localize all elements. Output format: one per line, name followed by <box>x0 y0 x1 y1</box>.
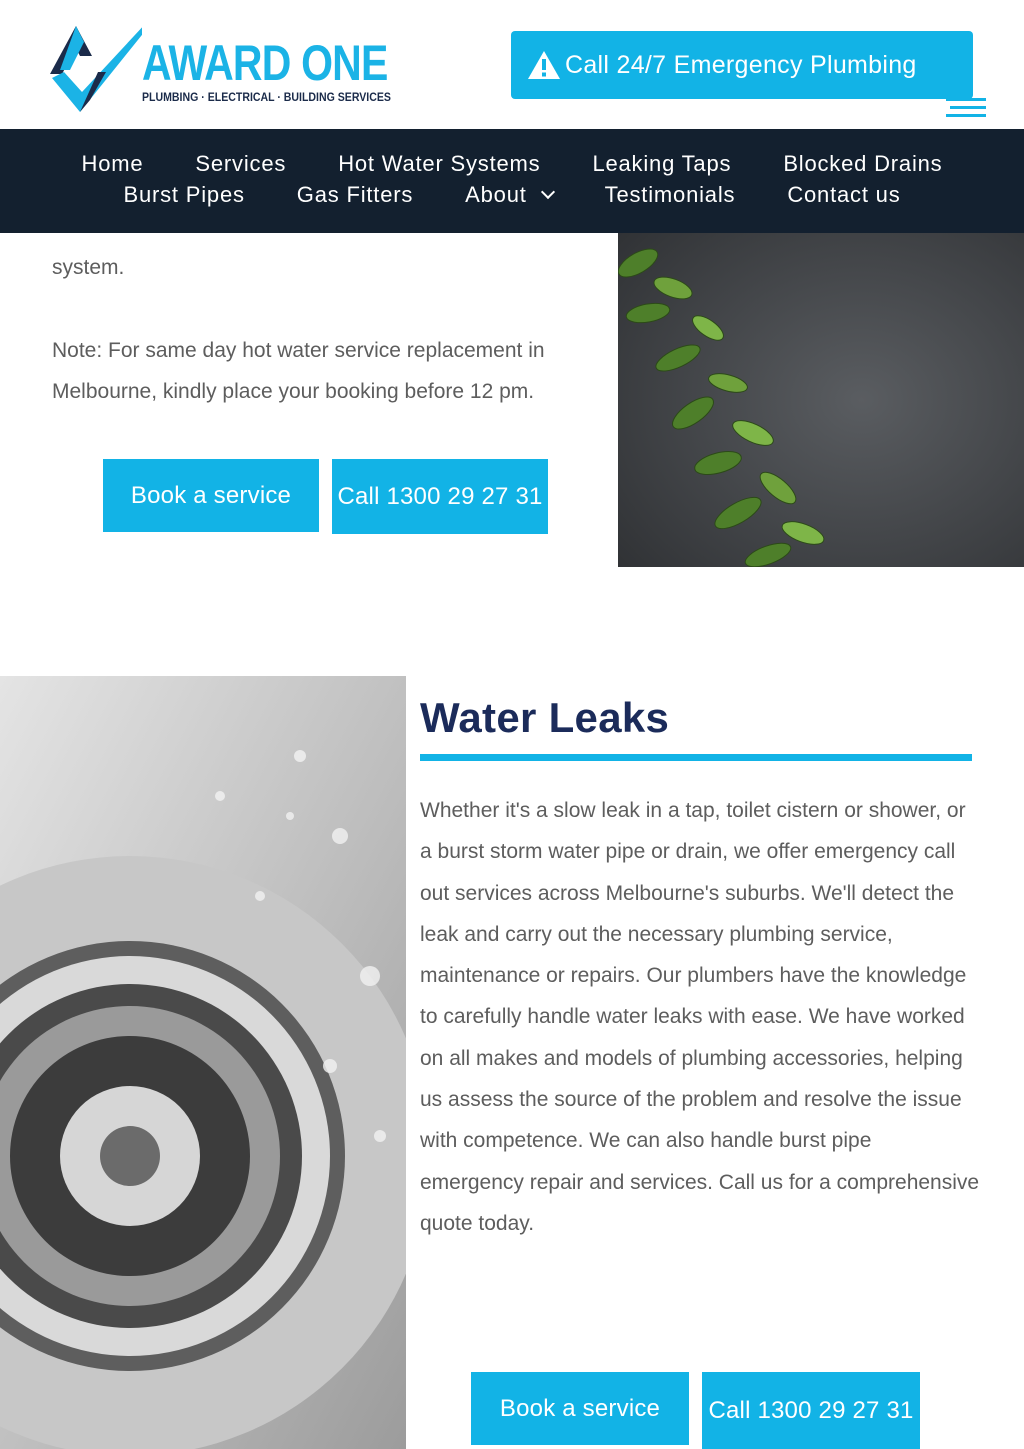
award-one-logo[interactable] <box>50 8 391 124</box>
nav-item-hot-water-systems[interactable]: Hot Water Systems <box>338 151 541 176</box>
nav-item-services[interactable]: Services <box>195 151 287 176</box>
logo-mark-icon <box>50 8 142 124</box>
nav-item-about[interactable] <box>465 182 553 208</box>
hot-water-text <box>52 247 612 454</box>
hot-water-note: Note: For same day hot water service replacement in Melbourne, kindly place your booking before 12 pm. <box>52 339 545 403</box>
main-nav <box>0 129 1024 233</box>
nav-item-home[interactable]: Home <box>81 151 144 176</box>
nav-item-leaking-taps[interactable]: Leaking Taps <box>592 151 732 176</box>
site-header <box>0 0 1024 129</box>
emergency-call-button[interactable] <box>511 31 973 99</box>
plant-image <box>618 233 1024 567</box>
nav-row-2 <box>0 182 1024 208</box>
nav-item-contact-us[interactable]: Contact us <box>787 182 901 207</box>
nav-item-blocked-drains[interactable]: Blocked Drains <box>783 151 943 176</box>
sink-drain-image <box>0 676 406 1449</box>
call-phone-button[interactable]: Call 1300 29 27 31 <box>332 459 548 534</box>
warning-icon <box>527 50 561 80</box>
emergency-call-label: Call 24/7 Emergency Plumbing <box>565 50 917 79</box>
book-service-button-2[interactable]: Book a service <box>471 1372 689 1445</box>
water-leaks-title: Water Leaks <box>420 694 670 741</box>
call-phone-button-2[interactable]: Call 1300 29 27 31 <box>702 1372 920 1449</box>
water-leaks-body: Whether it's a slow leak in a tap, toilet cistern or shower, or a burst storm water pipe or drain, we offer emergency call out services across Melbourne's suburbs. We'll detect the leak and carry out the necessary plumbing service, maintenance or repairs. Our plumbers have the knowledge to carefully handle water leaks with ease. We have worked on all makes and models of plumbing accessories, helping us assess the source of the problem and resolve the issue with competence. We can also handle burst pipe emergency repair and services. Call us for a comprehensive quote today. <box>420 799 980 1235</box>
hamburger-menu-icon[interactable] <box>946 96 988 122</box>
nav-item-about-label: About <box>465 182 527 207</box>
logo-title: AWARD ONE <box>142 35 388 91</box>
nav-item-gas-fitters[interactable]: Gas Fitters <box>296 182 414 207</box>
hot-water-partial-text: system. <box>52 256 125 279</box>
nav-item-burst-pipes[interactable]: Burst Pipes <box>123 182 245 207</box>
logo-subtitle: PLUMBING · ELECTRICAL · BUILDING SERVICES <box>142 90 391 104</box>
nav-item-testimonials[interactable]: Testimonials <box>604 182 736 207</box>
chevron-down-icon <box>541 185 555 199</box>
book-service-button[interactable]: Book a service <box>103 459 319 532</box>
title-divider <box>420 754 972 761</box>
nav-row-1 <box>0 151 1024 177</box>
